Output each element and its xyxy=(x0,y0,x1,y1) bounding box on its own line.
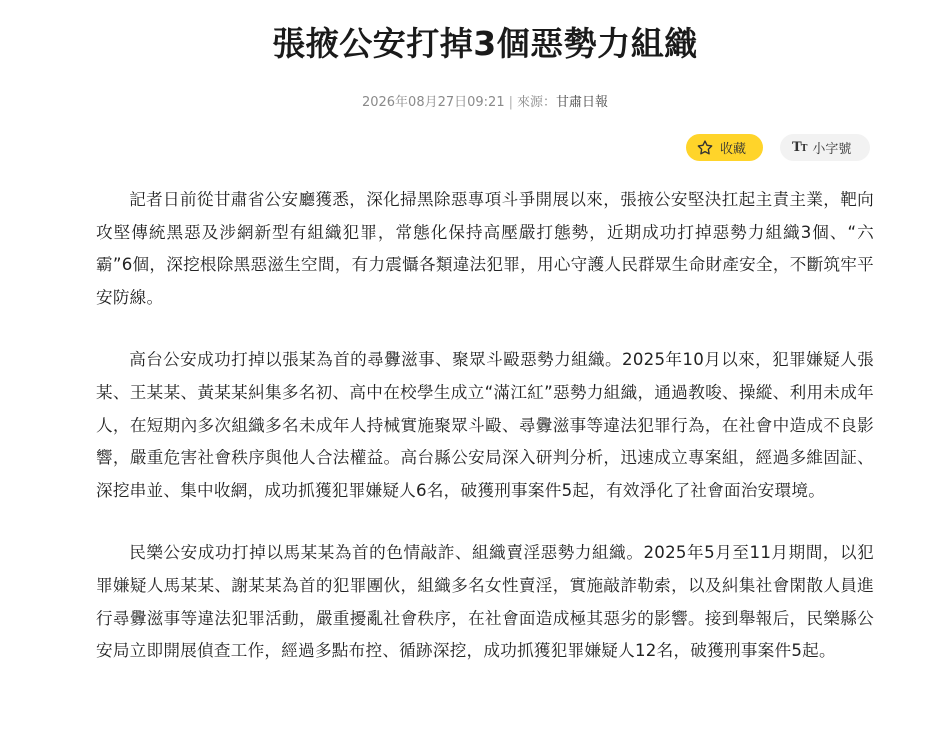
article-body xyxy=(96,184,874,698)
source-name: 甘肅日報 xyxy=(556,95,609,110)
article-meta xyxy=(96,93,874,113)
paragraph-1: 記者日前從甘肅省公安廳獲悉，深化掃黑除惡專項斗爭開展以來，張掖公安堅決扛起主責主業，靶向攻堅傳統黑惡及涉網新型有組織犯罪，常態化保持高壓嚴打態勢，近期成功打掉惡勢力組織3個、“六霸”6個，深挖根除黑惡滋生空間，有力震懾各類違法犯罪，用心守護人民群眾生命財產安全，不斷筑牢平安防線。 xyxy=(96,190,874,307)
article-actions xyxy=(686,134,870,161)
favorite-label: 收藏 xyxy=(720,142,747,157)
source-label: 來源： xyxy=(517,95,557,110)
favorite-button[interactable] xyxy=(686,134,763,161)
font-size-label: 小字號 xyxy=(812,142,852,157)
paragraph-2: 高台公安成功打掉以張某為首的尋釁滋事、聚眾斗毆惡勢力組織。2025年10月以來，犯罪嫌疑人張某、王某某、黃某某糾集多名初、高中在校學生成立“滿江紅”惡勢力組織，通過教唆、操縱、利用未成年人，在短期內多次組織多名未成年人持械實施聚眾斗毆、尋釁滋事等違法犯罪行為，在社會中造成不良影響，嚴重危害社會秩序與他人合法權益。高台縣公安局深入研判分析，迅速成立專案組，經過多維固証、深挖串並、集中收網，成功抓獲犯罪嫌疑人6名，破獲刑事案件5起，有效淨化了社會面治安環境。 xyxy=(96,350,874,500)
font-size-button[interactable] xyxy=(780,134,870,161)
star-icon xyxy=(696,139,714,157)
meta-separator: | xyxy=(508,95,513,110)
article-title: 張掖公安打掉3個惡勢力組織 xyxy=(272,24,698,63)
font-size-icon: TT xyxy=(792,140,807,155)
paragraph-3: 民樂公安成功打掉以馬某某為首的色情敲詐、組織賣淫惡勢力組織。2025年5月至11月期間，以犯罪嫌疑人馬某某、謝某某為首的犯罪團伙，組織多名女性賣淫，實施敲詐勒索，以及糾集社會閑散人員進行尋釁滋事等違法犯罪活動，嚴重擾亂社會秩序，在社會面造成極其惡劣的影響。接到舉報后，民樂縣公安局立即開展偵查工作，經過多點布控、循跡深挖，成功抓獲犯罪嫌疑人12名，破獲刑事案件5起。 xyxy=(96,543,874,661)
publish-datetime: 2026年08月27日09:21 xyxy=(361,95,505,110)
